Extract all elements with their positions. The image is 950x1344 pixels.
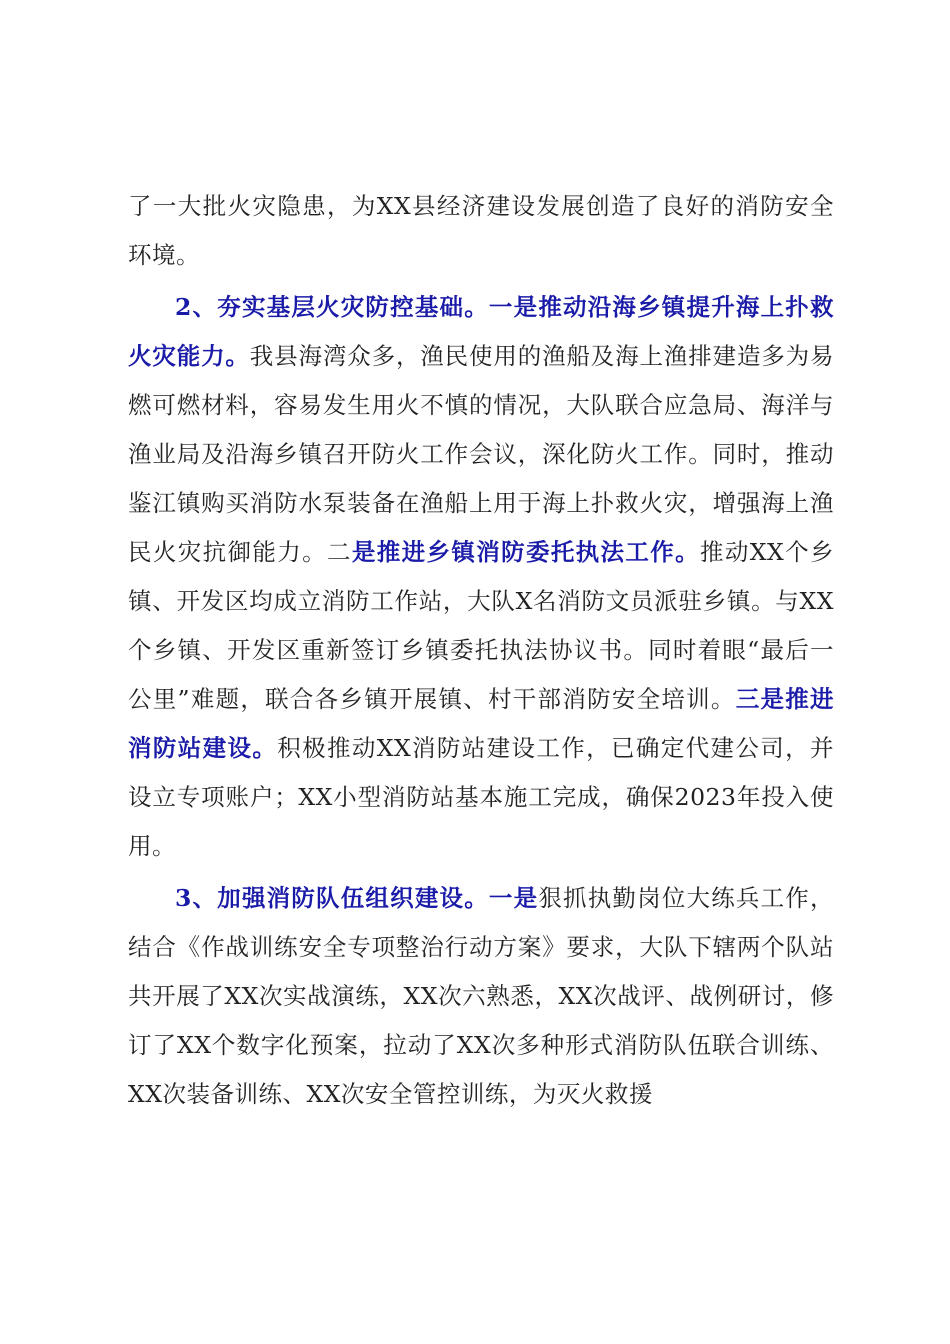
document-body [128, 182, 834, 1122]
section-heading-run: 3、加强消防队伍组织建设。一是 [175, 884, 539, 912]
paragraph-section-3 [128, 874, 834, 1119]
text-run: 我县海湾众多，渔民使用的渔船及海上渔排建造多为易燃可燃材料，容易发生用火不慎的情况，大队联合应急局、海洋与渔业局及沿海乡镇召开防火工作会议，深化防火工作。同时，推动鉴江镇购买消防水泵装备在渔船上用于海上扑救火灾，增强海上渔民火灾抗御能力。二 [128, 342, 835, 566]
section-heading-run: 2、夯实基层火灾防控基础。一是推动沿海乡镇提升海上扑救火灾能力。 [128, 293, 834, 370]
paragraph-continuation [128, 182, 834, 280]
paragraph-section-2 [128, 283, 834, 871]
text-run: 推动XX个乡镇、开发区均成立消防工作站，大队X名消防文员派驻乡镇。与XX个乡镇、开发区重新签订乡镇委托执法协议书。同时着眼“最后一公里”难题，联合各乡镇开展镇、村干部消防安全培训。 [128, 538, 834, 713]
emphasis-run: 是推进乡镇消防委托执法工作。 [351, 538, 701, 566]
text-run: 积极推动XX消防站建设工作，已确定代建公司，并设立专项账户；XX小型消防站基本施工完成，确保2023年投入使用。 [128, 734, 834, 860]
emphasis-run: 三是推进消防站建设。 [128, 685, 835, 762]
text-run: 狠抓执勤岗位大练兵工作，结合《作战训练安全专项整治行动方案》要求，大队下辖两个队站共开展了XX次实战演练，XX次六熟悉，XX次战评、战例研讨，修订了XX个数字化预案，拉动了XX次多种形式消防队伍联合训练、XX次装备训练、XX次安全管控训练，为灭火救援 [128, 884, 835, 1108]
text-run: 了一大批火灾隐患，为XX县经济建设发展创造了良好的消防安全环境。 [128, 192, 834, 269]
